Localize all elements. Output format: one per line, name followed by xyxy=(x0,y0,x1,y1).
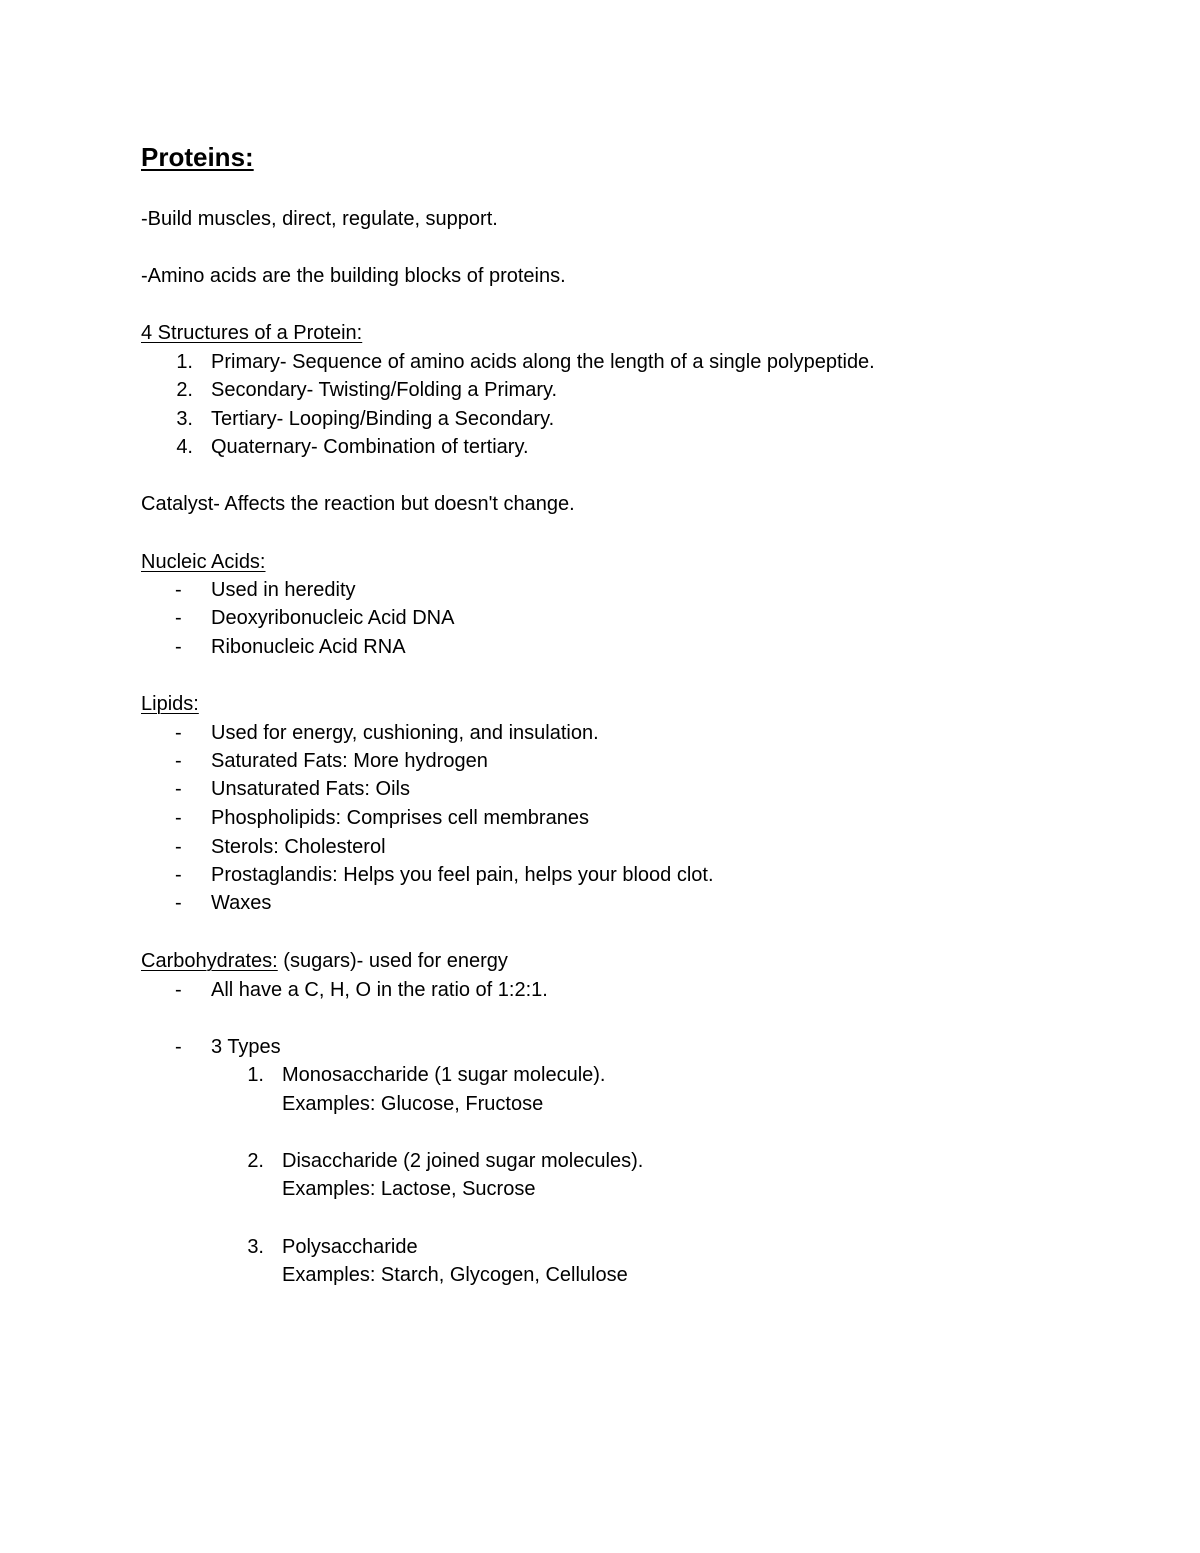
structure-number: 2. xyxy=(176,379,193,401)
lipids-item: Used for energy, cushioning, and insulation. xyxy=(211,722,599,744)
carb-type-number: 1. xyxy=(247,1064,264,1086)
intro-line-2: -Amino acids are the building blocks of proteins. xyxy=(141,265,566,287)
bullet-dash: - xyxy=(175,892,182,914)
catalyst-line: Catalyst- Affects the reaction but doesn't change. xyxy=(141,493,575,515)
bullet-dash: - xyxy=(175,1036,182,1058)
nucleic-item: Ribonucleic Acid RNA xyxy=(211,636,406,658)
structure-item: Secondary- Twisting/Folding a Primary. xyxy=(211,379,558,401)
bullet-dash: - xyxy=(175,636,182,658)
carb-type-examples: Examples: Starch, Glycogen, Cellulose xyxy=(282,1264,628,1286)
bullet-dash: - xyxy=(175,750,182,772)
carbs-heading-suffix: (sugars)- used for energy xyxy=(277,950,508,972)
lipids-item: Phospholipids: Comprises cell membranes xyxy=(211,807,589,829)
carb-type-name: Polysaccharide xyxy=(282,1236,418,1258)
page-title: Proteins: xyxy=(141,142,254,172)
structure-item: Tertiary- Looping/Binding a Secondary. xyxy=(211,408,555,430)
structure-number: 4. xyxy=(176,436,193,458)
lipids-heading: Lipids: xyxy=(141,693,199,715)
carbs-heading-line xyxy=(141,949,508,973)
nucleic-heading: Nucleic Acids: xyxy=(141,551,266,573)
structure-item: Quaternary- Combination of tertiary. xyxy=(211,436,529,458)
bullet-dash: - xyxy=(175,836,182,858)
bullet-dash: - xyxy=(175,979,182,1001)
bullet-dash: - xyxy=(175,864,182,886)
carbs-heading: Carbohydrates: xyxy=(141,950,278,972)
bullet-dash: - xyxy=(175,579,182,601)
nucleic-item: Used in heredity xyxy=(211,579,356,601)
lipids-item: Sterols: Cholesterol xyxy=(211,836,386,858)
carb-type-number: 2. xyxy=(247,1150,264,1172)
bullet-dash: - xyxy=(175,607,182,629)
carb-type-name: Monosaccharide (1 sugar molecule). xyxy=(282,1064,606,1086)
structure-number: 3. xyxy=(176,408,193,430)
bullet-dash: - xyxy=(175,778,182,800)
lipids-item: Saturated Fats: More hydrogen xyxy=(211,750,488,772)
nucleic-item: Deoxyribonucleic Acid DNA xyxy=(211,607,455,629)
lipids-item: Prostaglandis: Helps you feel pain, helps your blood clot. xyxy=(211,864,714,886)
structure-number: 1. xyxy=(176,351,193,373)
carb-type-examples: Examples: Glucose, Fructose xyxy=(282,1093,544,1115)
bullet-dash: - xyxy=(175,807,182,829)
structure-item: Primary- Sequence of amino acids along the length of a single polypeptide. xyxy=(211,351,875,373)
intro-line-1: -Build muscles, direct, regulate, support. xyxy=(141,208,498,230)
lipids-item: Waxes xyxy=(211,892,272,914)
carbs-ratio: All have a C, H, O in the ratio of 1:2:1. xyxy=(211,979,548,1001)
bullet-dash: - xyxy=(175,722,182,744)
carb-type-name: Disaccharide (2 joined sugar molecules). xyxy=(282,1150,644,1172)
carb-type-number: 3. xyxy=(247,1236,264,1258)
carb-type-examples: Examples: Lactose, Sucrose xyxy=(282,1178,536,1200)
structures-heading: 4 Structures of a Protein: xyxy=(141,322,363,344)
lipids-item: Unsaturated Fats: Oils xyxy=(211,778,410,800)
carbs-types-label: 3 Types xyxy=(211,1036,281,1058)
